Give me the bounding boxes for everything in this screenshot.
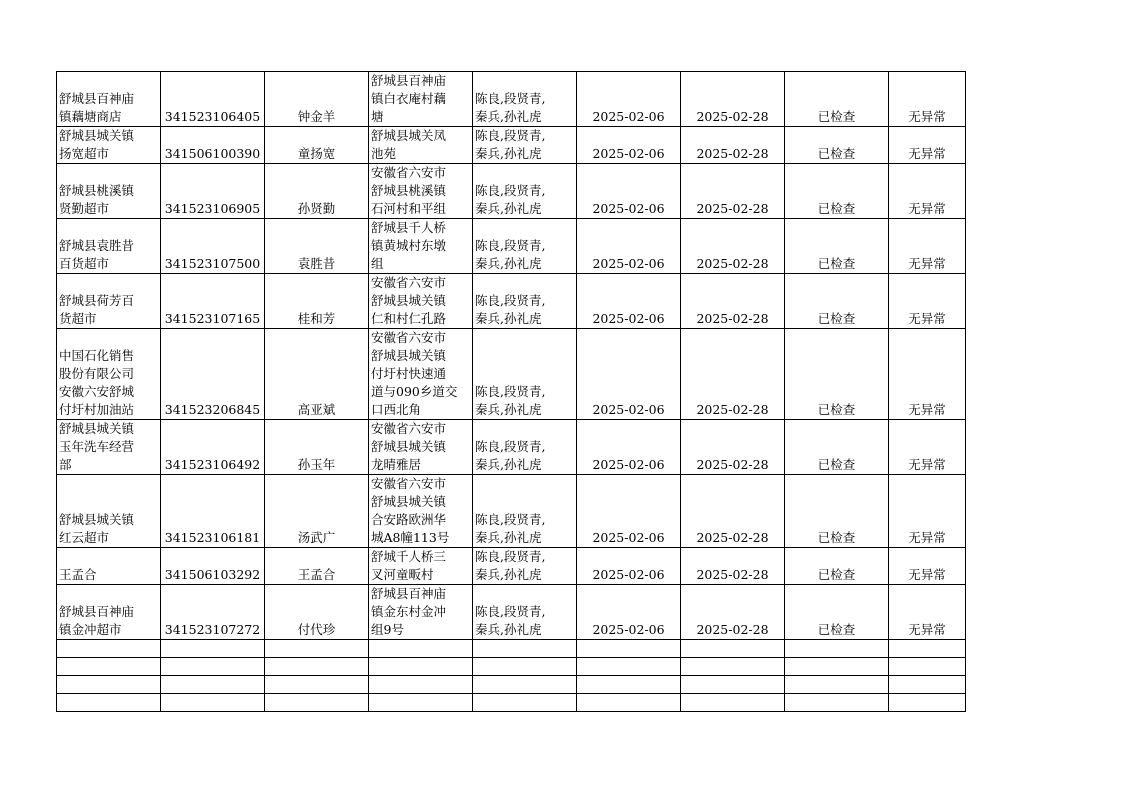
address-cell: 舒城千人桥三 叉河童畈村 xyxy=(369,548,473,585)
empty-cell xyxy=(473,694,577,712)
end-date-cell: 2025-02-28 xyxy=(681,475,785,548)
empty-cell xyxy=(161,640,265,658)
inspectors-cell: 陈良,段贤青, 秦兵,孙礼虎 xyxy=(473,329,577,420)
empty-cell xyxy=(265,694,369,712)
license-code-cell: 341523107165 xyxy=(161,274,265,329)
empty-cell xyxy=(473,658,577,676)
empty-cell xyxy=(785,658,889,676)
end-date-cell: 2025-02-28 xyxy=(681,164,785,219)
store-name-cell: 舒城县城关镇 扬宽超市 xyxy=(57,127,161,164)
empty-cell xyxy=(369,694,473,712)
license-code-cell: 341523206845 xyxy=(161,329,265,420)
owner-cell: 袁胜昔 xyxy=(265,219,369,274)
empty-cell xyxy=(681,640,785,658)
inspectors-cell: 陈良,段贤青, 秦兵,孙礼虎 xyxy=(473,219,577,274)
table-row xyxy=(57,585,966,640)
empty-cell xyxy=(57,640,161,658)
start-date-cell: 2025-02-06 xyxy=(577,219,681,274)
owner-cell: 孙贤勤 xyxy=(265,164,369,219)
empty-cell xyxy=(889,694,966,712)
empty-cell xyxy=(473,640,577,658)
address-cell: 舒城县城关凤 池苑 xyxy=(369,127,473,164)
store-name-cell: 舒城县百神庙 镇金冲超市 xyxy=(57,585,161,640)
table-row xyxy=(57,274,966,329)
end-date-cell: 2025-02-28 xyxy=(681,274,785,329)
empty-cell xyxy=(369,676,473,694)
table-row xyxy=(57,72,966,127)
end-date-cell: 2025-02-28 xyxy=(681,420,785,475)
inspectors-cell: 陈良,段贤青, 秦兵,孙礼虎 xyxy=(473,420,577,475)
empty-cell xyxy=(889,640,966,658)
inspectors-cell: 陈良,段贤青, 秦兵,孙礼虎 xyxy=(473,164,577,219)
address-cell: 安徽省六安市 舒城县城关镇 仁和村仁孔路 xyxy=(369,274,473,329)
end-date-cell: 2025-02-28 xyxy=(681,219,785,274)
empty-cell xyxy=(577,658,681,676)
result-cell: 无异常 xyxy=(889,219,966,274)
license-code-cell: 341506100390 xyxy=(161,127,265,164)
status-cell: 已检查 xyxy=(785,72,889,127)
store-name-cell: 王孟合 xyxy=(57,548,161,585)
result-cell: 无异常 xyxy=(889,127,966,164)
status-cell: 已检查 xyxy=(785,274,889,329)
empty-cell xyxy=(265,640,369,658)
empty-cell xyxy=(785,694,889,712)
end-date-cell: 2025-02-28 xyxy=(681,72,785,127)
status-cell: 已检查 xyxy=(785,127,889,164)
empty-cell xyxy=(785,676,889,694)
store-name-cell: 舒城县桃溪镇 贤勤超市 xyxy=(57,164,161,219)
inspectors-cell: 陈良,段贤青, 秦兵,孙礼虎 xyxy=(473,274,577,329)
address-cell: 舒城县千人桥 镇黄城村东墩 组 xyxy=(369,219,473,274)
store-name-cell: 舒城县城关镇 玉年洗车经营 部 xyxy=(57,420,161,475)
empty-cell xyxy=(681,658,785,676)
license-code-cell: 341523106492 xyxy=(161,420,265,475)
address-cell: 舒城县百神庙 镇金东村金冲 组9号 xyxy=(369,585,473,640)
empty-cell xyxy=(369,640,473,658)
status-cell: 已检查 xyxy=(785,585,889,640)
start-date-cell: 2025-02-06 xyxy=(577,475,681,548)
empty-cell xyxy=(57,694,161,712)
empty-cell xyxy=(577,640,681,658)
empty-cell xyxy=(57,658,161,676)
table-row xyxy=(57,127,966,164)
empty-cell xyxy=(369,658,473,676)
table-row xyxy=(57,420,966,475)
status-cell: 已检查 xyxy=(785,329,889,420)
license-code-cell: 341523106905 xyxy=(161,164,265,219)
end-date-cell: 2025-02-28 xyxy=(681,585,785,640)
address-cell: 安徽省六安市 舒城县城关镇 合安路欧洲华 城A8幢113号 xyxy=(369,475,473,548)
empty-cell xyxy=(785,640,889,658)
address-cell: 安徽省六安市 舒城县桃溪镇 石河村和平组 xyxy=(369,164,473,219)
address-cell: 舒城县百神庙 镇白衣庵村藕 塘 xyxy=(369,72,473,127)
start-date-cell: 2025-02-06 xyxy=(577,274,681,329)
empty-cell xyxy=(681,676,785,694)
inspection-table xyxy=(56,71,966,712)
empty-cell xyxy=(57,676,161,694)
empty-cell xyxy=(161,676,265,694)
license-code-cell: 341523107272 xyxy=(161,585,265,640)
license-code-cell: 341506103292 xyxy=(161,548,265,585)
empty-table-row xyxy=(57,658,966,676)
empty-cell xyxy=(265,658,369,676)
result-cell: 无异常 xyxy=(889,548,966,585)
empty-cell xyxy=(161,694,265,712)
empty-cell xyxy=(265,676,369,694)
result-cell: 无异常 xyxy=(889,72,966,127)
owner-cell: 王孟合 xyxy=(265,548,369,585)
start-date-cell: 2025-02-06 xyxy=(577,420,681,475)
owner-cell: 付代珍 xyxy=(265,585,369,640)
start-date-cell: 2025-02-06 xyxy=(577,329,681,420)
empty-table-row xyxy=(57,694,966,712)
end-date-cell: 2025-02-28 xyxy=(681,548,785,585)
license-code-cell: 341523106405 xyxy=(161,72,265,127)
license-code-cell: 341523106181 xyxy=(161,475,265,548)
store-name-cell: 舒城县袁胜昔 百货超市 xyxy=(57,219,161,274)
inspectors-cell: 陈良,段贤青, 秦兵,孙礼虎 xyxy=(473,585,577,640)
table-row xyxy=(57,329,966,420)
start-date-cell: 2025-02-06 xyxy=(577,127,681,164)
status-cell: 已检查 xyxy=(785,475,889,548)
empty-cell xyxy=(473,676,577,694)
table-row xyxy=(57,219,966,274)
table-row xyxy=(57,475,966,548)
empty-cell xyxy=(577,694,681,712)
status-cell: 已检查 xyxy=(785,548,889,585)
empty-table-row xyxy=(57,676,966,694)
start-date-cell: 2025-02-06 xyxy=(577,585,681,640)
empty-table-row xyxy=(57,640,966,658)
start-date-cell: 2025-02-06 xyxy=(577,72,681,127)
empty-cell xyxy=(889,676,966,694)
end-date-cell: 2025-02-28 xyxy=(681,127,785,164)
owner-cell: 高亚斌 xyxy=(265,329,369,420)
store-name-cell: 舒城县百神庙 镇藕塘商店 xyxy=(57,72,161,127)
status-cell: 已检查 xyxy=(785,164,889,219)
status-cell: 已检查 xyxy=(785,420,889,475)
owner-cell: 钟金羊 xyxy=(265,72,369,127)
owner-cell: 童扬宽 xyxy=(265,127,369,164)
result-cell: 无异常 xyxy=(889,475,966,548)
start-date-cell: 2025-02-06 xyxy=(577,548,681,585)
store-name-cell: 舒城县城关镇 红云超市 xyxy=(57,475,161,548)
address-cell: 安徽省六安市 舒城县城关镇 龙晴雅居 xyxy=(369,420,473,475)
end-date-cell: 2025-02-28 xyxy=(681,329,785,420)
result-cell: 无异常 xyxy=(889,329,966,420)
table-row xyxy=(57,164,966,219)
result-cell: 无异常 xyxy=(889,164,966,219)
store-name-cell: 舒城县荷芳百 货超市 xyxy=(57,274,161,329)
inspectors-cell: 陈良,段贤青, 秦兵,孙礼虎 xyxy=(473,127,577,164)
store-name-cell: 中国石化销售 股份有限公司 安徽六安舒城 付圩村加油站 xyxy=(57,329,161,420)
inspectors-cell: 陈良,段贤青, 秦兵,孙礼虎 xyxy=(473,72,577,127)
status-cell: 已检查 xyxy=(785,219,889,274)
empty-cell xyxy=(889,658,966,676)
inspectors-cell: 陈良,段贤青, 秦兵,孙礼虎 xyxy=(473,475,577,548)
empty-cell xyxy=(161,658,265,676)
empty-cell xyxy=(681,694,785,712)
address-cell: 安徽省六安市 舒城县城关镇 付圩村快速通 道与090乡道交 口西北角 xyxy=(369,329,473,420)
owner-cell: 桂和芳 xyxy=(265,274,369,329)
owner-cell: 汤武广 xyxy=(265,475,369,548)
owner-cell: 孙玉年 xyxy=(265,420,369,475)
result-cell: 无异常 xyxy=(889,274,966,329)
inspectors-cell: 陈良,段贤青, 秦兵,孙礼虎 xyxy=(473,548,577,585)
empty-cell xyxy=(577,676,681,694)
table-row xyxy=(57,548,966,585)
result-cell: 无异常 xyxy=(889,585,966,640)
license-code-cell: 341523107500 xyxy=(161,219,265,274)
start-date-cell: 2025-02-06 xyxy=(577,164,681,219)
result-cell: 无异常 xyxy=(889,420,966,475)
